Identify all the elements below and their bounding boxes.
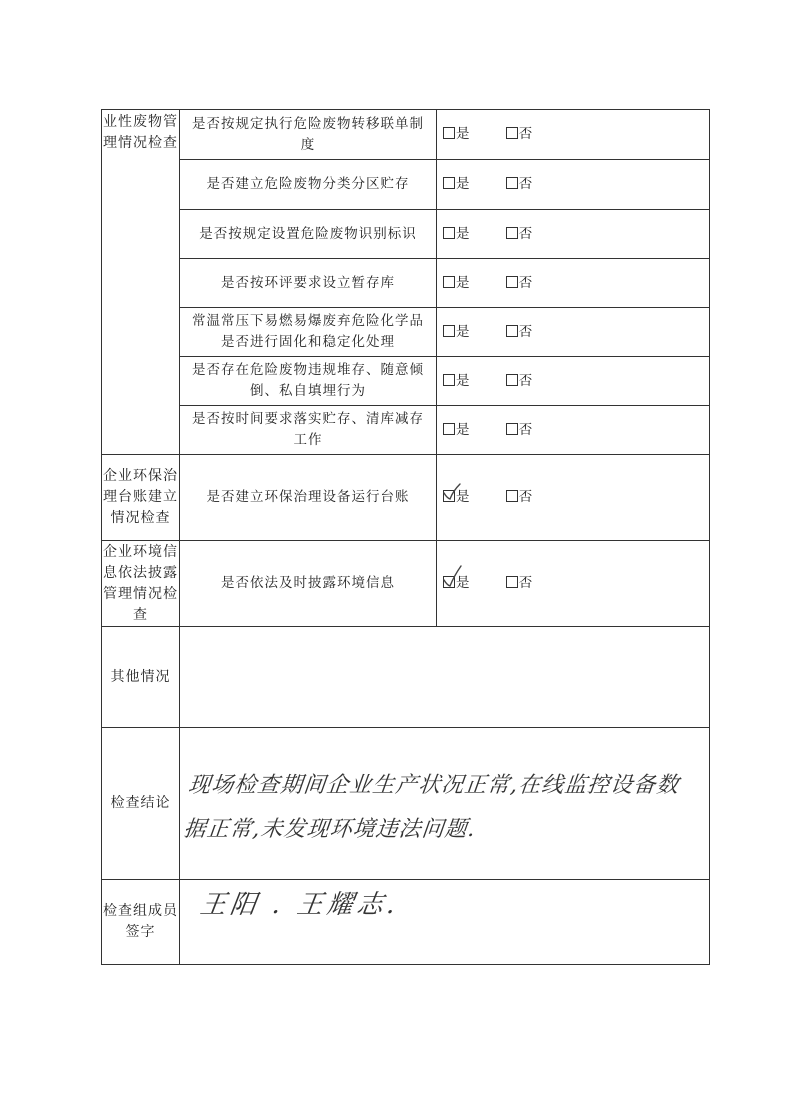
yes-no-options <box>437 541 710 627</box>
table-row <box>102 406 710 455</box>
table-row <box>102 728 710 880</box>
yes-option[interactable]: 是 <box>443 487 471 508</box>
other-value[interactable] <box>180 627 710 728</box>
yes-option[interactable]: 是 <box>443 322 471 343</box>
table-row <box>102 357 710 406</box>
checkbox-yes[interactable] <box>443 127 455 139</box>
no-option[interactable]: 否 <box>506 322 534 343</box>
item-text: 是否按规定设置危险废物识别标识 <box>180 210 437 259</box>
yes-option[interactable]: 是 <box>443 573 471 594</box>
signature-handwriting: 王阳 . 王耀志. <box>197 890 402 920</box>
conclusion-label: 检查结论 <box>102 728 180 880</box>
no-option[interactable]: 否 <box>506 124 534 145</box>
no-option[interactable]: 否 <box>506 420 534 441</box>
table-row <box>102 210 710 259</box>
item-text: 是否按时间要求落实贮存、清库减存工作 <box>180 406 437 455</box>
inspection-table <box>101 109 710 965</box>
checkbox-yes[interactable] <box>443 576 455 588</box>
yes-no-options <box>437 110 710 160</box>
item-text: 是否依法及时披露环境信息 <box>180 541 437 627</box>
item-text: 是否按环评要求设立暂存库 <box>180 259 437 308</box>
table-row <box>102 880 710 965</box>
yes-no-options <box>437 455 710 541</box>
hand-check-mark-icon <box>442 568 462 588</box>
yes-option[interactable]: 是 <box>443 371 471 392</box>
yes-option[interactable]: 是 <box>443 224 471 245</box>
item-text: 是否按规定执行危险废物转移联单制度 <box>180 110 437 160</box>
hand-check-mark-icon <box>442 482 462 502</box>
checkbox-no[interactable] <box>506 177 518 189</box>
checkbox-yes[interactable] <box>443 227 455 239</box>
checkbox-yes[interactable] <box>443 325 455 337</box>
table-row <box>102 308 710 357</box>
other-label: 其他情况 <box>102 627 180 728</box>
table-row <box>102 160 710 210</box>
item-text: 是否建立危险废物分类分区贮存 <box>180 160 437 210</box>
checkbox-no[interactable] <box>506 276 518 288</box>
category-cell-ledger: 企业环保治理台账建立情况检查 <box>102 455 180 541</box>
no-option[interactable]: 否 <box>506 573 534 594</box>
checkbox-yes[interactable] <box>443 276 455 288</box>
no-option[interactable]: 否 <box>506 224 534 245</box>
checkbox-no[interactable] <box>506 325 518 337</box>
item-text: 是否建立环保治理设备运行台账 <box>180 455 437 541</box>
yes-no-options <box>437 160 710 210</box>
yes-no-options <box>437 357 710 406</box>
table-row <box>102 627 710 728</box>
checkbox-no[interactable] <box>506 227 518 239</box>
signature-cell[interactable] <box>180 880 710 965</box>
checkbox-yes[interactable] <box>443 423 455 435</box>
inspection-form <box>101 109 709 965</box>
yes-option[interactable]: 是 <box>443 273 471 294</box>
table-row <box>102 541 710 627</box>
yes-option[interactable]: 是 <box>443 420 471 441</box>
table-row <box>102 455 710 541</box>
category-cell-disclosure: 企业环境信息依法披露管理情况检查 <box>102 541 180 627</box>
yes-no-options <box>437 406 710 455</box>
table-row <box>102 259 710 308</box>
item-text: 常温常压下易燃易爆废弃危险化学品是否进行固化和稳定化处理 <box>180 308 437 357</box>
signature-label: 检查组成员签字 <box>102 880 180 965</box>
yes-option[interactable]: 是 <box>443 174 471 195</box>
table-row <box>102 110 710 160</box>
conclusion-cell[interactable] <box>180 728 710 880</box>
checkbox-no[interactable] <box>506 127 518 139</box>
yes-no-options <box>437 210 710 259</box>
no-option[interactable]: 否 <box>506 174 534 195</box>
yes-option[interactable]: 是 <box>443 124 471 145</box>
yes-no-options <box>437 259 710 308</box>
item-text: 是否存在危险废物违规堆存、随意倾倒、私自填埋行为 <box>180 357 437 406</box>
checkbox-no[interactable] <box>506 576 518 588</box>
checkbox-yes[interactable] <box>443 374 455 386</box>
yes-no-options <box>437 308 710 357</box>
category-cell-hazardous-waste: 业性废物管理情况检查 <box>102 110 180 455</box>
checkbox-no[interactable] <box>506 374 518 386</box>
conclusion-handwriting: 现场检查期间企业生产状况正常,在线监控设备数据正常,未发现环境违法问题. <box>182 773 681 842</box>
no-option[interactable]: 否 <box>506 273 534 294</box>
checkbox-yes[interactable] <box>443 490 455 502</box>
checkbox-no[interactable] <box>506 423 518 435</box>
no-option[interactable]: 否 <box>506 487 534 508</box>
checkbox-yes[interactable] <box>443 177 455 189</box>
no-option[interactable]: 否 <box>506 371 534 392</box>
checkbox-no[interactable] <box>506 490 518 502</box>
